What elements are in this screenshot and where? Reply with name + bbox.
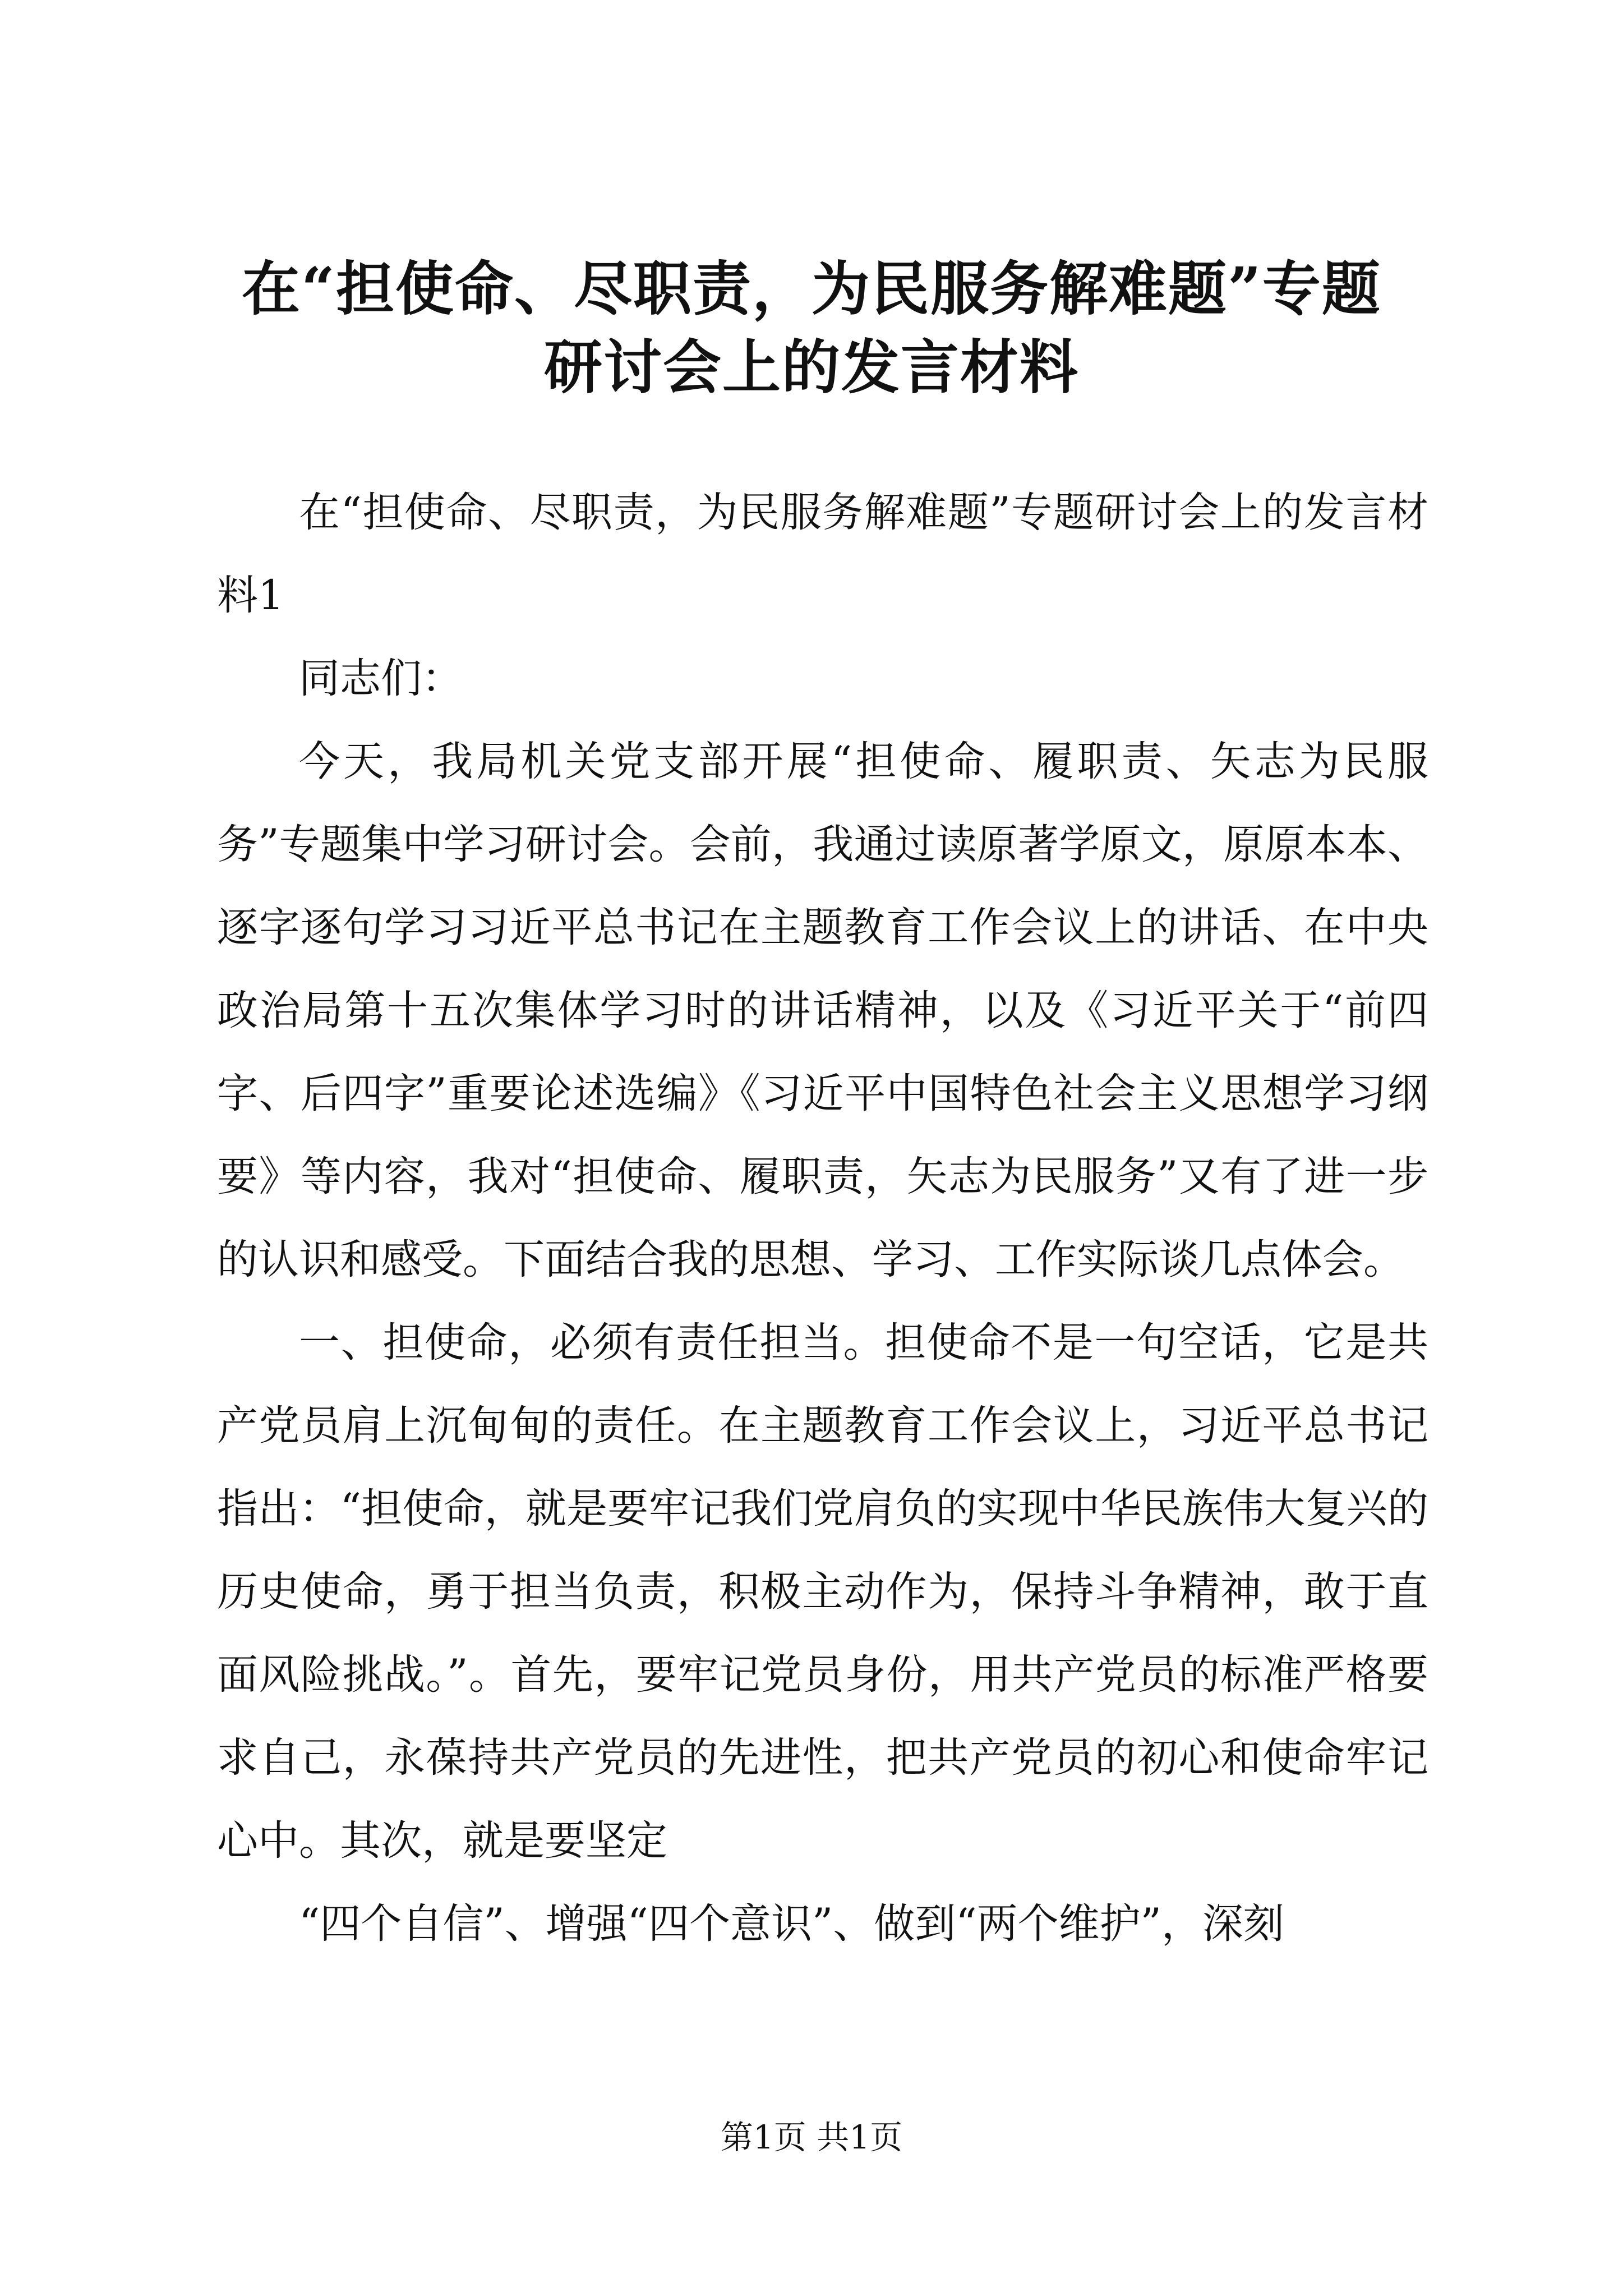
page-footer: 第1页 共1页 [720, 2118, 903, 2156]
document-body [217, 471, 1428, 1966]
title-line-2: 研讨会上的发言材料 [543, 333, 1079, 402]
document-title [168, 250, 1455, 407]
title-line-1: 在“担使命、尽职责，为民服务解难题”专题 [242, 254, 1381, 323]
paragraph-intro: 今天，我局机关党支部开展“担使命、履职责、矢志为民服务”专题集中学习研讨会。会前，我通过读原著学原文，原原本本、逐字逐句学习习近平总书记在主题教育工作会议上的讲话、在中央政治局第十五次集体学习时的讲话精神，以及《习近平关于“前四字、后四字”重要论述选编》《习近平中国特色社会主义思想学习纲要》等内容，我对“担使命、履职责，矢志为民服务”又有了进一步的认识和感受。下面结合我的思想、学习、工作实际谈几点体会。 [217, 738, 1428, 1283]
paragraph-section-1: 一、担使命，必须有责任担当。担使命不是一句空话，它是共产党员肩上沉甸甸的责任。在主题教育工作会议上，习近平总书记指出：“担使命，就是要牢记我们党肩负的实现中华民族伟大复兴的历史使命，勇于担当负责，积极主动作为，保持斗争精神，敢于直面风险挑战。”。首先，要牢记党员身份，用共产党员的标准严格要求自己，永葆持共产党员的先进性，把共产党员的初心和使命牢记心中。其次，就是要坚定 [217, 1319, 1428, 1865]
paragraph-salutation: 同志们： [299, 655, 463, 702]
paragraph-heading: 在“担使命、尽职责，为民服务解难题”专题研讨会上的发言材料1 [217, 489, 1428, 619]
paragraph-continuation: “四个自信”、增强“四个意识”、做到“两个维护”，深刻 [299, 1900, 1284, 1948]
